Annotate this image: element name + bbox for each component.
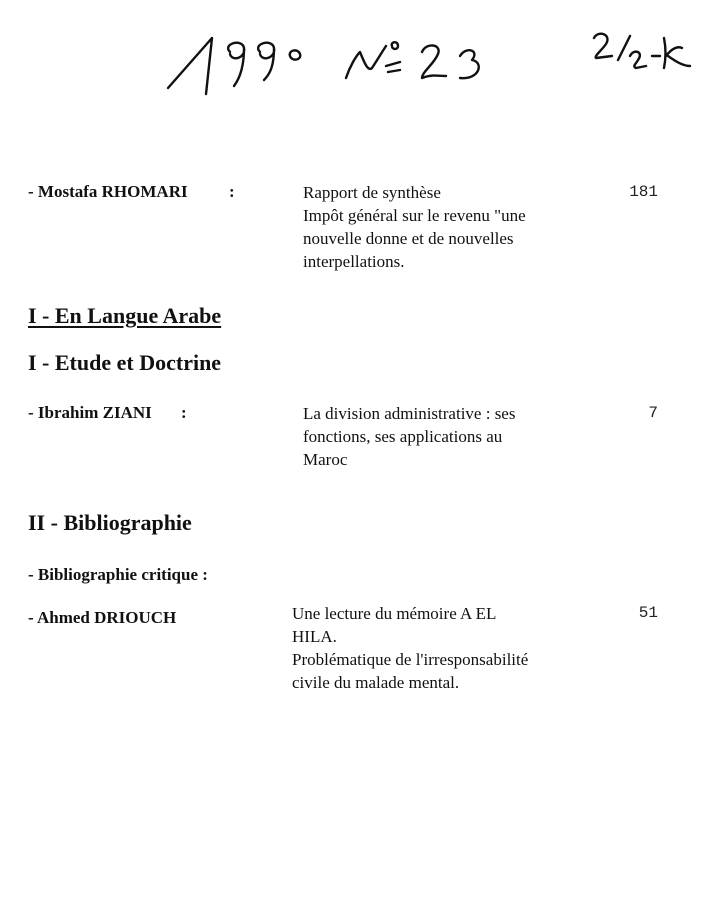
description-line: interpellations. bbox=[303, 252, 405, 271]
description-line: HILA. bbox=[292, 627, 337, 646]
author-colon: : bbox=[229, 182, 235, 201]
author-driouch: - Ahmed DRIOUCH bbox=[28, 608, 177, 627]
description-line: Maroc bbox=[303, 450, 348, 469]
author-ziani: - Ibrahim ZIANI bbox=[28, 403, 152, 422]
page-number-driouch: 51 bbox=[638, 604, 658, 622]
description-line: fonctions, ses applications au bbox=[303, 427, 503, 446]
author-colon: : bbox=[181, 403, 187, 422]
description-line: Une lecture du mémoire A EL bbox=[292, 604, 497, 623]
heading-etude-doctrine: I - Etude et Doctrine bbox=[28, 350, 222, 375]
description-line: La division administrative : ses bbox=[303, 404, 516, 423]
heading-bibliographie-critique: - Bibliographie critique : bbox=[28, 565, 208, 584]
page-number-rhomari: 181 bbox=[629, 183, 658, 201]
description-line: Problématique de l'irresponsabilité bbox=[292, 650, 529, 669]
handwritten-annotation bbox=[160, 16, 700, 106]
entry-description-rhomari bbox=[303, 181, 553, 273]
description-line: civile du malade mental. bbox=[292, 673, 460, 692]
page-number-ziani: 7 bbox=[648, 404, 658, 422]
description-line: Rapport de synthèse bbox=[303, 183, 441, 202]
description-line: Impôt général sur le revenu "une bbox=[303, 206, 526, 225]
entry-description-driouch bbox=[292, 602, 554, 694]
heading-langue-arabe: I - En Langue Arabe bbox=[28, 303, 222, 328]
author-rhomari: - Mostafa RHOMARI bbox=[28, 182, 188, 201]
heading-bibliographie: II - Bibliographie bbox=[28, 510, 192, 535]
description-line: nouvelle donne et de nouvelles bbox=[303, 229, 514, 248]
entry-description-ziani bbox=[303, 402, 553, 471]
